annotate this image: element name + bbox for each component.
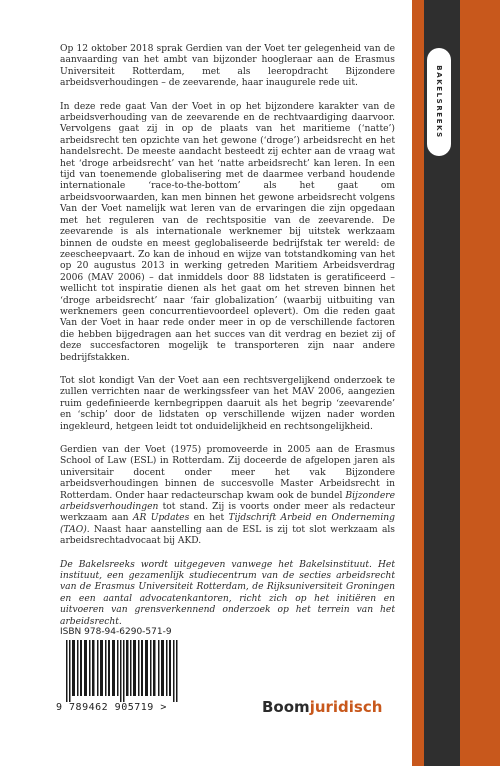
bio-book-title: Bijzondere arbeidsverhoudingen [60,490,395,513]
bio-journal-title: AR Updates [132,513,190,524]
conclusion-paragraph: Tot slot kondigt Van der Voet aan een rechtsvergelijkend onderzoek te zullen verrichten naar de werkingssfeer van het MAV 2006, aangezien ruim gedefinieerde kernbegrippen daaruit als het begrip ‘zeevarende’ en ‘schip’ door de lidstaten op verschillende wijzen nader worden ingekleurd, hetgeen leidt tot onduidelijkheid en rechtsongelijkheid. [60,375,395,432]
cover-text-column [60,44,395,640]
author-bio-paragraph [60,445,395,548]
publisher-logo-part1: Boom [262,698,310,716]
content-paragraph: In deze rede gaat Van der Voet in op het bijzondere karakter van de arbeidsverhouding van de zeevarende en de rechtvaardiging daarvoor. Vervolgens gaat zij in op de plaats van het maritieme (‘natte’) arbeidsrecht ten opzichte van het gewone (‘droge’) arbeidsrecht en het handelsrecht. De meeste aandacht besteedt zij echter aan de vraag wat het ‘droge arbeidsrecht’ van het ‘natte arbeidsrecht’ kan leren. In een tijd van toenemende globalisering met de daarmee verband houdende internationale ‘race-to-the-bottom’ als het gaat om arbeidsvoorwaarden, kan men binnen het gewone arbeidsrecht volgens Van der Voet namelijk wat leren van de ervaringen die zijn opgedaan met het reguleren van de rechtspositie van de zeevarende. De zeevarende is als internationale werknemer bij uitstek werkzaam binnen de oudste en meest geglobaliseerde bedrijfstak ter wereld: de zeescheepvaart. Zo kan de inhoud en wijze van totstandkoming van het op 20 augustus 2013 in werking getreden Maritiem Arbeidsverdrag 2006 (MAV 2006) – dat inmiddels door 88 lidstaten is geratificeerd – wellicht tot inspiratie dienen als het gaat om het streven binnen het ‘droge arbeidsrecht’ naar ‘fair globalization’ (waarbij uitbuiting van werknemers geen concurrentievoordeel oplevert). Om die reden gaat Van der Voet in haar rede onder meer in op de verschillende factoren die hebben bijgedragen aan het succes van dit verdrag en beziet zij of deze succesfactoren mogelijk te transporteren zijn naar andere bedrijfstakken. [60,101,395,363]
series-description-paragraph: De Bakelsreeks wordt uitgegeven vanwege het Bakelsinstituut. Het instituut, een gezamenlijk studiecentrum van de secties arbeidsrecht van de Erasmus Universiteit Rotterdam, de Rijksuniversiteit Groningen en een aantal advocatenkantoren, richt zich op het initiëren en uitvoeren van grensverkennend onderzoek op het terrein van het arbeidsrecht. [60,559,395,627]
bio-text: . Naast haar aanstelling aan de ESL is zij tot slot werkzaam als arbeidsrechtadvocaat bij AKD. [60,524,395,547]
bio-text: tot stand. Zij is voorts onder meer als redacteur werkzaam aan [60,502,395,524]
series-label: BAKELSREEKS [435,65,443,139]
barcode-icon [66,640,178,702]
intro-paragraph: Op 12 oktober 2018 sprak Gerdien van der Voet ter gelegenheid van de aanvaarding van het ambt van bijzonder hoogleraar aan de Erasmus Universiteit Rotterdam, met als leeropdracht Bijzondere arbeidsverhoudingen – de zeevarende, haar inaugurele rede uit. [60,44,395,89]
barcode-digits: 9 789462 905719 > [56,702,167,713]
bio-journal-title: Tijdschrift Arbeid en Onderneming (TAO) [60,513,395,535]
isbn-number: ISBN 978-94-6290-571-9 [60,627,172,637]
publisher-logo-part2: juridisch [309,698,383,716]
bio-text: Gerdien van der Voet (1975) promoveerde in 2005 aan de Erasmus School of Law (ESL) in Rotterdam. Zij doceerde de afgelopen jaren als universitair docent onder meer het vak Bijzondere arbeidsverhoudingen binnen de succesvolle Master Arbeidsrecht in Rotterdam. Onder haar redacteurschap kwam ook de bundel [60,445,395,501]
bio-text: en het [189,513,229,524]
publisher-logo [262,698,382,716]
